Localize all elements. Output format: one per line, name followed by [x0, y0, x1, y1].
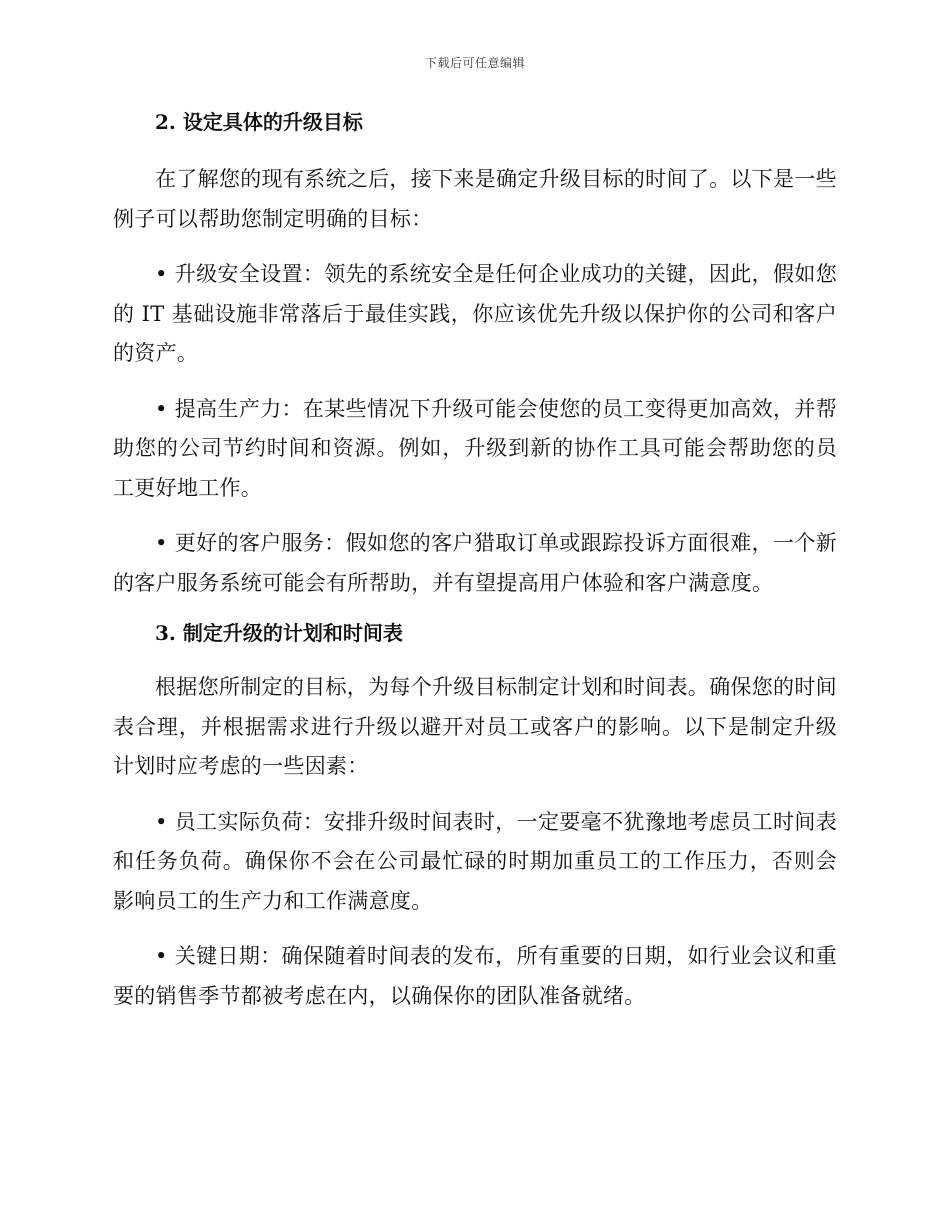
bullet-customer-service: • 更好的客户服务：假如您的客户猎取订单或跟踪投诉方面很难，一个新的客户服务系统可能会有所帮助，并有望提高用户体验和客户满意度。 [113, 531, 837, 595]
header-note: 下载后可任意编辑 [424, 56, 525, 70]
bullet-key-dates: • 关键日期：确保随着时间表的发布，所有重要的日期，如行业会议和重要的销售季节都被考虑在内，以确保你的团队准备就绪。 [113, 944, 837, 1008]
section-heading-2: 2. 设定具体的升级目标 [155, 110, 363, 134]
section-heading-3: 3. 制定升级的计划和时间表 [155, 621, 403, 645]
document-body [113, 108, 837, 1032]
section-2-intro: 在了解您的现有系统之后，接下来是确定升级目标的时间了。以下是一些例子可以帮助您制定明确的目标： [113, 167, 837, 231]
section-3-intro: 根据您所制定的目标，为每个升级目标制定计划和时间表。确保您的时间表合理，并根据需求进行升级以避开对员工或客户的影响。以下是制定升级计划时应考虑的一些因素： [113, 675, 837, 778]
bullet-staff-workload: • 员工实际负荷：安排升级时间表时，一定要毫不犹豫地考虑员工时间表和任务负荷。确保你不会在公司最忙碌的时期加重员工的工作压力，否则会影响员工的生产力和工作满意度。 [113, 809, 837, 913]
bullet-productivity: • 提高生产力：在某些情况下升级可能会使您的员工变得更加高效，并帮助您的公司节约时间和资源。例如，升级到新的协作工具可能会帮助您的员工更好地工作。 [113, 396, 837, 500]
bullet-security: • 升级安全设置：领先的系统安全是任何企业成功的关键，因此，假如您的 IT 基础设施非常落后于最佳实践，你应该优先升级以保护你的公司和客户的资产。 [113, 262, 837, 365]
